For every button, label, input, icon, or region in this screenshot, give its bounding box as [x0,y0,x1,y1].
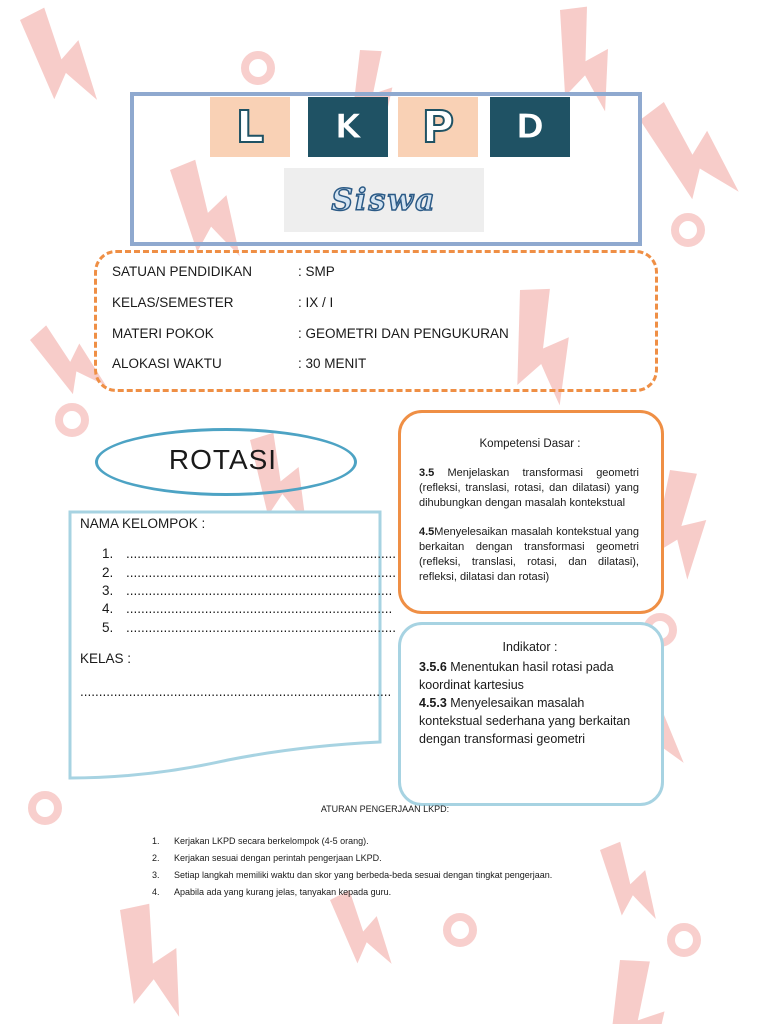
subtitle-box [284,168,484,232]
title-letter: L [235,101,265,153]
competency-item [419,466,639,511]
member-blank: ....................................................................... [126,601,393,616]
topic-title: ROTASI [168,444,278,475]
rules-title: ATURAN PENGERJAAN LKPD: [320,804,450,814]
title-letter-tile [210,97,290,157]
member-blank: ........................................................................ [126,565,397,580]
competency-text: Menyelesaikan masalah kontekstual yang berkaitan dengan transformasi geometri (refleksi, translasi, rotasi, dan dilatasi), refleksi, dilatasi dan rotasi) [419,526,639,583]
title-letter-tile [490,97,570,157]
info-label: SATUAN PENDIDIKAN [112,264,253,279]
competency-item [419,525,639,585]
competency-text: Menjelaskan transformasi geometri (refleksi, translasi, rotasi, dan dilatasi) yang dihubungkan dengan masalah kontekstual [419,467,639,509]
indicator-code: 4.5.3 [419,696,447,710]
rule-item [152,836,369,846]
info-label: KELAS/SEMESTER [112,295,234,310]
rule-text: Apabila ada yang kurang jelas, tanyakan kepada guru. [174,887,392,897]
bolt-icon [19,1,97,110]
title-letter-tile [398,97,478,157]
member-number: 1. [102,546,114,561]
rule-item [152,887,391,897]
rule-text: Setiap langkah memiliki waktu dan skor yang berbeda-beda sesuai dengan tingkat pengerjaan. [174,870,553,880]
ring-icon [245,55,271,81]
bolt-icon [599,839,655,923]
ring-icon [59,407,85,433]
rule-text: Kerjakan LKPD secara berkelompok (4-5 orang). [174,836,369,846]
competency-code: 4.5 [419,526,435,538]
indicator-code: 3.5.6 [419,660,447,674]
indicator-title: Indikator : [502,640,558,654]
group-member-line[interactable] [102,583,392,598]
rule-number: 1. [152,836,160,846]
member-number: 4. [102,601,114,616]
info-label: MATERI POKOK [112,326,214,341]
member-blank: ....................................................................... [126,583,393,598]
rule-item [152,870,552,880]
indicator-item [419,658,639,694]
info-value: : IX / I [298,295,334,310]
member-blank: ........................................................................ [126,620,397,635]
title-letter: K [334,107,362,147]
title-letter: D [515,107,545,147]
group-member-line[interactable] [102,620,396,635]
class-blank[interactable]: ................................................................................... [80,684,392,699]
class-label: KELAS : [80,651,132,666]
ring-icon [671,927,697,953]
group-member-line[interactable] [102,546,396,561]
member-number: 5. [102,620,114,635]
rule-item [152,853,382,863]
ring-icon [675,217,701,243]
group-title: NAMA KELOMPOK : [80,516,206,531]
rule-number: 3. [152,870,160,880]
member-number: 2. [102,565,114,580]
bolt-icon [637,88,739,215]
competency-code: 3.5 [419,467,435,479]
info-value: : 30 MENIT [298,356,367,371]
info-value: : SMP [298,264,335,279]
bolt-icon [585,952,687,1024]
bolt-icon [111,901,189,1017]
group-member-line[interactable] [102,565,396,580]
member-blank: ........................................................................ [126,546,397,561]
ring-icon [447,917,473,943]
title-letter-tile [308,97,388,157]
info-label: ALOKASI WAKTU [112,356,222,371]
ring-icon [32,795,58,821]
rule-number: 2. [152,853,160,863]
bolt-icon [329,885,392,972]
rule-number: 4. [152,887,160,897]
group-member-line[interactable] [102,601,392,616]
member-number: 3. [102,583,114,598]
indicator-text: Menentukan hasil rotasi pada koordinat kartesius [419,660,614,692]
info-value: : GEOMETRI DAN PENGUKURAN [298,326,509,341]
indicator-text: Menyelesaikan masalah kontekstual sederhana yang berkaitan dengan transformasi geometri [419,696,631,746]
subtitle: Siswa [331,182,437,218]
rule-text: Kerjakan sesuai dengan perintah pengerjaan LKPD. [174,853,382,863]
competency-title: Kompetensi Dasar : [479,438,581,450]
title-letter: P [421,101,455,153]
indicator-item [419,694,639,748]
